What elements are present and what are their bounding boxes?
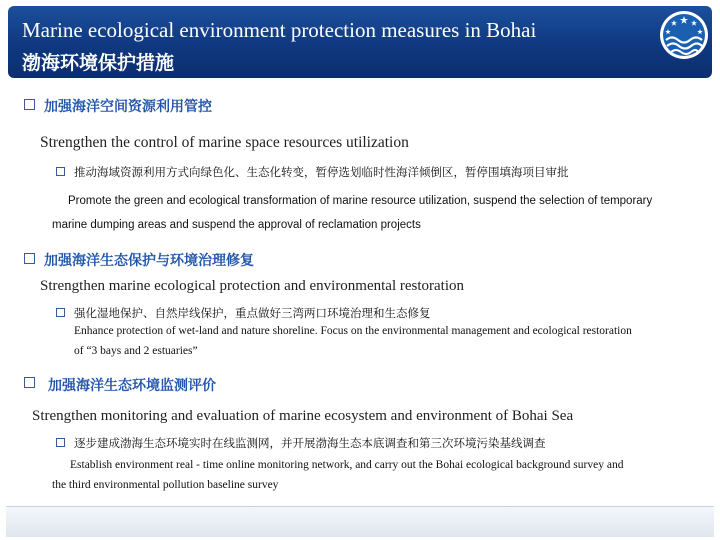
section-2-item-en-line1: Enhance protection of wet-land and nature shoreline. Focus on the environmental management and ecological restoration	[74, 325, 632, 337]
section-3-item-cn: 逐步建成渤海生态环境实时在线监测网，并开展渤海生态本底调查和第三次环境污染基线调查	[74, 436, 546, 450]
section-1-item-en-line2: marine dumping areas and suspend the approval of reclamation projects	[52, 219, 421, 231]
hollow-square-bullet-icon	[56, 167, 65, 176]
section-2-item-en-line2: of “3 bays and 2 estuaries”	[74, 345, 198, 357]
hollow-square-bullet-icon	[56, 308, 65, 317]
section-3-item-en-line1: Establish environment real - time online monitoring network, and carry out the Bohai ecological background survey and	[70, 459, 624, 471]
title-banner	[8, 6, 712, 78]
section-1-heading-cn: 加强海洋空间资源利用管控	[44, 99, 212, 115]
hollow-square-bullet-icon	[24, 377, 35, 388]
hollow-square-bullet-icon	[56, 438, 65, 447]
hollow-square-bullet-icon	[24, 253, 35, 264]
section-1-item-en-line1: Promote the green and ecological transformation of marine resource utilization, suspend the selection of temporary	[68, 195, 653, 207]
section-2-item-cn: 强化湿地保护、自然岸线保护，重点做好三湾两口环境治理和生态修复	[74, 306, 431, 320]
footer-band	[6, 506, 714, 537]
section-3-heading-en: Strengthen monitoring and evaluation of marine ecosystem and environment of Bohai Sea	[32, 408, 574, 424]
section-3-item-en-line2: the third environmental pollution baseline survey	[52, 479, 279, 491]
section-2-heading-cn: 加强海洋生态保护与环境治理修复	[44, 253, 254, 269]
section-1-heading-en: Strengthen the control of marine space resources utilization	[40, 134, 409, 151]
section-3-heading-cn: 加强海洋生态环境监测评价	[48, 378, 216, 394]
section-2-heading-en: Strengthen marine ecological protection and environmental restoration	[40, 278, 465, 294]
page-title-en: Marine ecological environment protection measures in Bohai	[22, 18, 537, 42]
hollow-square-bullet-icon	[24, 99, 35, 110]
page-title-cn: 渤海环境保护措施	[22, 52, 175, 74]
section-1-item-cn: 推动海域资源利用方式向绿色化、生态化转变，暂停选划临时性海洋倾倒区，暂停围填海项目审批	[74, 165, 569, 179]
ocean-organization-logo-icon	[658, 9, 710, 61]
